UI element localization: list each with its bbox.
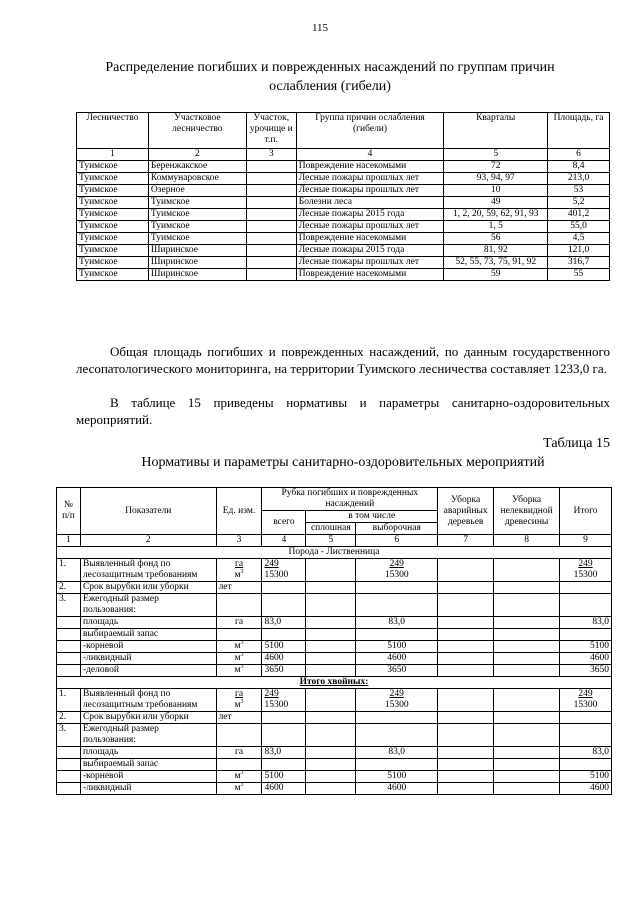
term-label: Срок вырубки или уборки bbox=[80, 712, 216, 724]
header-including: в том числе bbox=[306, 511, 438, 523]
table14-body bbox=[77, 161, 610, 281]
table-cell: Лесные пожары прошлых лет bbox=[296, 173, 444, 185]
table-cell: Лесные пожары 2015 года bbox=[296, 245, 444, 257]
col-number: 3 bbox=[216, 535, 262, 547]
unit-m3: $м^3$ bbox=[216, 665, 262, 677]
table-cell: 55,0 bbox=[548, 221, 610, 233]
row-number: 2. bbox=[57, 712, 81, 724]
area-result: 83,0 bbox=[560, 747, 612, 759]
fund-illiquid bbox=[494, 559, 560, 582]
table-row bbox=[77, 245, 610, 257]
section-conifer-total: Итого хвойных: bbox=[57, 677, 612, 689]
table-row bbox=[77, 257, 610, 269]
unit-m3: $м^3$ bbox=[216, 641, 262, 653]
table-row bbox=[77, 233, 610, 245]
stock-label: выбираемый запас bbox=[80, 759, 216, 771]
table-cell bbox=[246, 161, 296, 173]
header-result: Итого bbox=[560, 488, 612, 535]
row-number: 3. bbox=[57, 724, 81, 747]
fund-result: 249 15300 bbox=[560, 689, 612, 712]
fund-clear bbox=[306, 559, 356, 582]
table-cell: 59 bbox=[444, 269, 548, 281]
col-number: 2 bbox=[148, 149, 246, 161]
fund-total: 249 15300 bbox=[262, 689, 306, 712]
fund-emergency bbox=[438, 559, 494, 582]
table-cell bbox=[246, 221, 296, 233]
liquid-selective: 4600 bbox=[356, 653, 438, 665]
table-row bbox=[77, 185, 610, 197]
liquid-result: 4600 bbox=[560, 653, 612, 665]
table-15 bbox=[56, 487, 612, 795]
root-result: 5100 bbox=[560, 771, 612, 783]
table-cell bbox=[246, 185, 296, 197]
col-number: 3 bbox=[246, 149, 296, 161]
table-cell: Повреждение насекомыми bbox=[296, 233, 444, 245]
table-cell: 53 bbox=[548, 185, 610, 197]
table-cell: Туимское bbox=[77, 161, 149, 173]
table-cell: Туимское bbox=[77, 245, 149, 257]
table-cell: 93, 94, 97 bbox=[444, 173, 548, 185]
table14-number-row bbox=[77, 149, 610, 161]
area-label: площадь bbox=[80, 747, 216, 759]
row-number: 2. bbox=[57, 582, 81, 594]
table-cell: 8,4 bbox=[548, 161, 610, 173]
table-cell: Лесные пожары прошлых лет bbox=[296, 257, 444, 269]
col-number: 6 bbox=[548, 149, 610, 161]
table-cell: 49 bbox=[444, 197, 548, 209]
table-cell: Лесные пожары прошлых лет bbox=[296, 185, 444, 197]
col-number: 5 bbox=[306, 535, 356, 547]
table-cell: Болезни леса bbox=[296, 197, 444, 209]
table-cell bbox=[246, 197, 296, 209]
root-total: 5100 bbox=[262, 771, 306, 783]
header-selective: выборочная bbox=[356, 523, 438, 535]
table-cell: Ширинское bbox=[148, 269, 246, 281]
liquid-total: 4600 bbox=[262, 783, 306, 795]
row-number: 1. bbox=[57, 689, 81, 712]
header-clear: сплошная bbox=[306, 523, 356, 535]
liquid-result: 4600 bbox=[560, 783, 612, 795]
header-unit: Ед. изм. bbox=[216, 488, 262, 535]
table-cell: 72 bbox=[444, 161, 548, 173]
page-number: 115 bbox=[311, 22, 329, 34]
business-result: 3650 bbox=[560, 665, 612, 677]
paragraph-total-area: Общая площадь погибших и поврежденных насаждений, по данным государственного лесопатологического мониторинга, на территории Туимского лесничества составляет 1233,0 га. bbox=[76, 344, 610, 376]
col-number: 7 bbox=[438, 535, 494, 547]
col-number: 1 bbox=[57, 535, 81, 547]
table-cell: 1, 2, 20, 59, 62, 91, 93 bbox=[444, 209, 548, 221]
table-cell bbox=[246, 245, 296, 257]
col-number: 9 bbox=[560, 535, 612, 547]
liquid-selective: 4600 bbox=[356, 783, 438, 795]
table15-label: Таблица 15 bbox=[543, 436, 610, 451]
col-number: 2 bbox=[80, 535, 216, 547]
row-number: 3. bbox=[57, 594, 81, 617]
table-cell: 1, 5 bbox=[444, 221, 548, 233]
table-cell: Ширинское bbox=[148, 245, 246, 257]
table-cell: Туимское bbox=[77, 269, 149, 281]
business-selective: 3650 bbox=[356, 665, 438, 677]
table-cell: 55 bbox=[548, 269, 610, 281]
root-result: 5100 bbox=[560, 641, 612, 653]
table-row bbox=[77, 221, 610, 233]
col-number: 1 bbox=[77, 149, 149, 161]
table-cell bbox=[246, 173, 296, 185]
term-unit: лет bbox=[216, 712, 262, 724]
table-cell: Туимское bbox=[148, 221, 246, 233]
fund-unit: га $м^3$ bbox=[216, 559, 262, 582]
root-selective: 5100 bbox=[356, 641, 438, 653]
header-no: № п/п bbox=[57, 488, 81, 535]
area-label: площадь bbox=[80, 617, 216, 629]
root-total: 5100 bbox=[262, 641, 306, 653]
table-cell: Туимское bbox=[77, 197, 149, 209]
table-row bbox=[77, 173, 610, 185]
table14-header-cell: Участковое лесничество bbox=[148, 113, 246, 149]
table15-title: Нормативы и параметры санитарно-оздоровительных мероприятий bbox=[141, 455, 545, 470]
table-cell: Туимское bbox=[148, 233, 246, 245]
annual-label: Ежегодный размер пользования: bbox=[80, 594, 216, 617]
business-total: 3650 bbox=[262, 665, 306, 677]
annual-label: Ежегодный размер пользования: bbox=[80, 724, 216, 747]
business-label: -деловой bbox=[80, 665, 216, 677]
col-number: 4 bbox=[262, 535, 306, 547]
fund-selective: 249 15300 bbox=[356, 559, 438, 582]
table-cell: Туимское bbox=[77, 185, 149, 197]
table-14 bbox=[76, 112, 610, 281]
liquid-total: 4600 bbox=[262, 653, 306, 665]
liquid-label: -ликвидный bbox=[80, 783, 216, 795]
row-number: 1. bbox=[57, 559, 81, 582]
area-total: 83,0 bbox=[262, 617, 306, 629]
header-felling: Рубка погибших и поврежденных насаждений bbox=[262, 488, 438, 511]
table-row bbox=[77, 269, 610, 281]
area-selective: 83,0 bbox=[356, 747, 438, 759]
area-unit: га bbox=[216, 617, 262, 629]
fund-label: Выявленный фонд по лесозащитным требованиям bbox=[80, 559, 216, 582]
area-unit: га bbox=[216, 747, 262, 759]
table-cell bbox=[246, 209, 296, 221]
col-number: 6 bbox=[356, 535, 438, 547]
table-cell: 56 bbox=[444, 233, 548, 245]
section-larch: Порода - Лиственница bbox=[57, 547, 612, 559]
table-cell: Беренжакское bbox=[148, 161, 246, 173]
col-number: 8 bbox=[494, 535, 560, 547]
header-illiquid: Уборка нелеквидной древесины bbox=[494, 488, 560, 535]
table-cell: Ширинское bbox=[148, 257, 246, 269]
table-cell: 213,0 bbox=[548, 173, 610, 185]
stock-label: выбираемый запас bbox=[80, 629, 216, 641]
table-cell bbox=[246, 257, 296, 269]
table-cell: Туимское bbox=[77, 173, 149, 185]
table-cell: 4,5 bbox=[548, 233, 610, 245]
area-total: 83,0 bbox=[262, 747, 306, 759]
unit-m3: $м^3$ bbox=[216, 771, 262, 783]
table-cell: 5,2 bbox=[548, 197, 610, 209]
liquid-label: -ликвидный bbox=[80, 653, 216, 665]
table-cell bbox=[246, 233, 296, 245]
area-result: 83,0 bbox=[560, 617, 612, 629]
paragraph-table15-ref: В таблице 15 приведены нормативы и параметры санитарно-оздоровительных мероприятий. bbox=[76, 395, 610, 427]
table14-header-cell: Лесничество bbox=[77, 113, 149, 149]
table14-header-cell: Площадь, га bbox=[548, 113, 610, 149]
header-indicators: Показатели bbox=[80, 488, 216, 535]
table14-title: Распределение погибших и поврежденных насаждений по группам причин ослабления (гибели) bbox=[105, 60, 555, 94]
table15-number-row bbox=[57, 535, 612, 547]
table-cell: Озерное bbox=[148, 185, 246, 197]
table-cell: Лесные пожары прошлых лет bbox=[296, 221, 444, 233]
root-label: -корневой bbox=[80, 641, 216, 653]
fund-unit: га $м^3$ bbox=[216, 689, 262, 712]
table-cell: Туимское bbox=[148, 209, 246, 221]
area-selective: 83,0 bbox=[356, 617, 438, 629]
header-emergency: Уборка аварийных деревьев bbox=[438, 488, 494, 535]
root-label: -корневой bbox=[80, 771, 216, 783]
fund-selective: 249 15300 bbox=[356, 689, 438, 712]
table-cell: 10 bbox=[444, 185, 548, 197]
table-cell bbox=[246, 269, 296, 281]
table-cell: Повреждение насекомыми bbox=[296, 269, 444, 281]
fund-result: 249 15300 bbox=[560, 559, 612, 582]
table-cell: 401,2 bbox=[548, 209, 610, 221]
table-cell: Повреждение насекомыми bbox=[296, 161, 444, 173]
table-cell: Туимское bbox=[77, 233, 149, 245]
root-selective: 5100 bbox=[356, 771, 438, 783]
table-cell: Туимское bbox=[77, 221, 149, 233]
unit-m3: $м^3$ bbox=[216, 653, 262, 665]
table-cell: Коммунаровское bbox=[148, 173, 246, 185]
term-label: Срок вырубки или уборки bbox=[80, 582, 216, 594]
table-cell: Туимское bbox=[77, 209, 149, 221]
table-row bbox=[77, 197, 610, 209]
table-cell: 81, 92 bbox=[444, 245, 548, 257]
header-total: всего bbox=[262, 511, 306, 535]
table-cell: Туимское bbox=[148, 197, 246, 209]
table-cell: 316,7 bbox=[548, 257, 610, 269]
table14-header-cell: Кварталы bbox=[444, 113, 548, 149]
term-unit: лет bbox=[216, 582, 262, 594]
col-number: 5 bbox=[444, 149, 548, 161]
table14-header-cell: Участок, урочище и т.п. bbox=[246, 113, 296, 149]
table-cell: Туимское bbox=[77, 257, 149, 269]
unit-m3: $м^3$ bbox=[216, 783, 262, 795]
table-cell: 121,0 bbox=[548, 245, 610, 257]
table-cell: Лесные пожары 2015 года bbox=[296, 209, 444, 221]
table14-header-cell: Группа причин ослабления (гибели) bbox=[296, 113, 444, 149]
table-cell: 52, 55, 73, 75, 91, 92 bbox=[444, 257, 548, 269]
col-number: 4 bbox=[296, 149, 444, 161]
table-row bbox=[77, 209, 610, 221]
fund-total: 249 15300 bbox=[262, 559, 306, 582]
table-row bbox=[77, 161, 610, 173]
fund-label: Выявленный фонд по лесозащитным требованиям bbox=[80, 689, 216, 712]
